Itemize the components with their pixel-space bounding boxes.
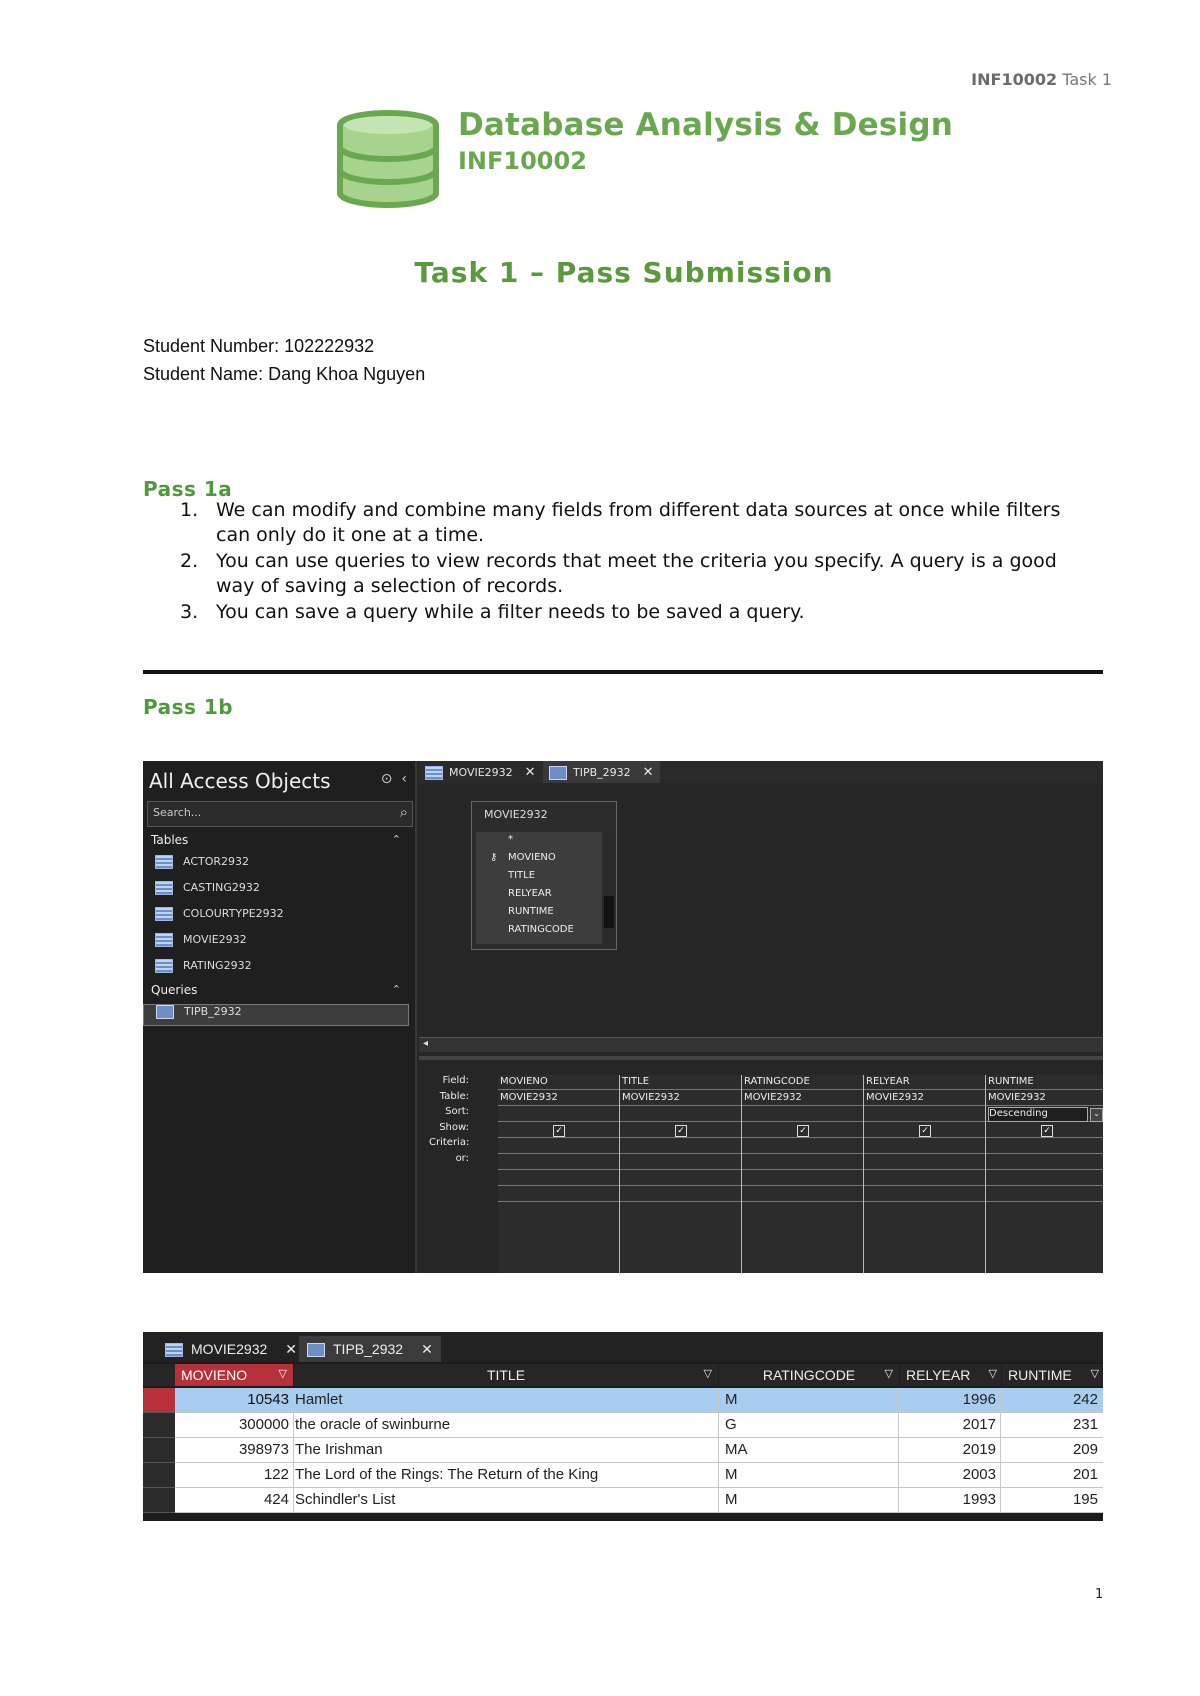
table-icon [425, 766, 443, 780]
database-icon [333, 107, 443, 212]
nav-options-icon[interactable]: ⊙ [380, 771, 393, 787]
nav-item-label: TIPB_2932 [184, 1005, 242, 1018]
table-icon [155, 881, 173, 895]
row-label: Field: [442, 1075, 469, 1086]
grid-table[interactable]: MOVIE2932 [500, 1092, 558, 1103]
query-icon [307, 1343, 325, 1357]
chevron-down-icon[interactable]: ⌄ [1090, 1108, 1103, 1122]
page-title: Task 1 – Pass Submission [414, 256, 834, 289]
filter-dropdown-icon[interactable]: ▽ [278, 1368, 287, 1380]
table-row[interactable] [175, 1463, 1103, 1488]
logo-course-code: INF10002 [458, 147, 587, 175]
task-label: Task 1 [1062, 70, 1112, 89]
list-item: 3. You can save a query while a filter needs to be saved a query. [180, 601, 805, 623]
column-separator [293, 1463, 294, 1487]
grid-table[interactable]: MOVIE2932 [622, 1092, 680, 1103]
cell-title[interactable]: The Lord of the Rings: The Return of the King [295, 1466, 599, 1483]
tab-label: TIPB_2932 [333, 1341, 404, 1357]
design-column-title[interactable] [620, 1075, 742, 1273]
student-name-label: Student Name: [143, 364, 264, 384]
cell-movieno[interactable]: 398973 [238, 1441, 289, 1458]
tab-tipb2932[interactable] [299, 1336, 441, 1362]
column-separator [1000, 1488, 1001, 1512]
chevron-up-icon[interactable]: ⌃ [391, 983, 401, 996]
nav-item-casting[interactable] [155, 881, 260, 903]
column-separator [293, 1438, 294, 1462]
column-header-runtime[interactable]: RUNTIME ▽ [1002, 1364, 1103, 1386]
header-course-code [971, 70, 1112, 89]
cell-title[interactable]: Schindler's List [295, 1491, 396, 1508]
cell-runtime[interactable]: 242 [1072, 1391, 1098, 1408]
cell-ratingcode[interactable]: M [725, 1466, 738, 1483]
column-separator [1000, 1388, 1001, 1412]
nav-group-tables[interactable]: Tables [151, 833, 189, 847]
filter-dropdown-icon[interactable]: ▽ [988, 1368, 997, 1380]
sort-value: Descending [989, 1108, 1048, 1119]
field-list-item[interactable]: RATINGCODE [508, 924, 574, 935]
cell-ratingcode[interactable]: MA [725, 1441, 748, 1458]
query-icon [549, 766, 567, 780]
pass-1b-heading: Pass 1b [143, 695, 234, 719]
page-number: 1 [1095, 1587, 1104, 1602]
document-tabs [419, 761, 1103, 783]
column-header-title[interactable]: TITLE ▽ [294, 1364, 718, 1386]
show-checkbox[interactable]: ✓ [797, 1125, 809, 1137]
table-row[interactable] [175, 1413, 1103, 1438]
cell-movieno[interactable]: 424 [263, 1491, 289, 1508]
table-row[interactable] [175, 1488, 1103, 1513]
filter-dropdown-icon[interactable]: ▽ [1090, 1368, 1099, 1380]
row-label: Show: [439, 1121, 469, 1133]
tab-label: MOVIE2932 [191, 1341, 268, 1357]
field-list-item[interactable]: RELYEAR [508, 888, 552, 899]
cell-movieno[interactable]: 300000 [238, 1416, 289, 1433]
close-icon[interactable]: ✕ [524, 765, 536, 780]
nav-pane-controls [381, 771, 407, 787]
filter-dropdown-icon[interactable]: ▽ [703, 1368, 712, 1380]
cell-ratingcode[interactable]: M [725, 1491, 738, 1508]
student-number-label: Student Number: [143, 336, 280, 356]
design-grid-row-labels [429, 1075, 469, 1168]
row-label: Sort: [445, 1106, 469, 1117]
table-row[interactable] [175, 1438, 1103, 1463]
nav-item-label: ACTOR2932 [183, 855, 250, 868]
student-number-line [143, 336, 374, 357]
column-separator [898, 1438, 899, 1462]
nav-item-label: COLOURTYPE2932 [183, 907, 284, 920]
nav-item-actor[interactable] [155, 855, 249, 877]
field-list-item[interactable]: * [508, 834, 513, 845]
field-list-item[interactable]: RUNTIME [508, 906, 554, 917]
grid-field[interactable]: TITLE [622, 1076, 650, 1087]
table-icon [155, 959, 173, 973]
row-label: Table: [439, 1090, 469, 1102]
column-separator [718, 1463, 719, 1487]
nav-search-input[interactable] [147, 801, 413, 827]
field-list-body [476, 832, 602, 944]
list-item-text: You can save a query while a filter needs to be saved a query. [216, 601, 805, 623]
column-separator [293, 1413, 294, 1437]
column-separator [1000, 1413, 1001, 1437]
table-icon [155, 855, 173, 869]
column-header-relyear[interactable]: RELYEAR ▽ [900, 1364, 1001, 1386]
field-list-item[interactable]: ⚷ MOVIENO [490, 852, 556, 863]
close-icon[interactable]: ✕ [285, 1341, 297, 1357]
student-number: 102222932 [284, 336, 375, 356]
cell-title[interactable]: the oracle of swinburne [295, 1416, 451, 1433]
design-column-relyear[interactable] [864, 1075, 986, 1273]
collapse-chevron-icon[interactable]: ‹ [401, 771, 407, 787]
cell-movieno[interactable]: 122 [263, 1466, 289, 1483]
record-selector[interactable] [143, 1438, 175, 1463]
column-separator [718, 1438, 719, 1462]
tab-label: MOVIE2932 [449, 766, 513, 779]
tab-movie2932[interactable] [419, 761, 542, 783]
record-selector[interactable] [143, 1463, 175, 1488]
primary-key-icon: ⚷ [490, 852, 498, 863]
grid-field[interactable]: RELYEAR [866, 1076, 910, 1087]
column-header-movieno[interactable]: MOVIENO ▽ [175, 1364, 293, 1386]
nav-item-label: CASTING2932 [183, 881, 260, 894]
nav-item-movie[interactable] [155, 933, 247, 955]
tab-movie2932[interactable] [157, 1336, 305, 1362]
navigation-pane [143, 761, 417, 1273]
record-selector[interactable] [143, 1413, 175, 1438]
table-icon [155, 907, 173, 921]
logo-title: Database Analysis & Design [458, 107, 954, 143]
table-row[interactable] [175, 1388, 1103, 1413]
pass-1a-heading: Pass 1a [143, 477, 233, 501]
cell-title[interactable]: Hamlet [295, 1391, 343, 1408]
pane-splitter[interactable] [419, 1056, 1103, 1060]
nav-item-query-tipb[interactable] [143, 1004, 409, 1026]
grid-table[interactable]: MOVIE2932 [744, 1092, 802, 1103]
tab-label: TIPB_2932 [573, 766, 631, 779]
cell-runtime[interactable]: 231 [1072, 1416, 1098, 1433]
design-column-movieno[interactable] [498, 1075, 620, 1273]
scrollbar-thumb[interactable] [604, 896, 614, 928]
nav-pane-title: All Access Objects [149, 769, 331, 793]
cell-ratingcode[interactable]: M [725, 1391, 738, 1408]
nav-item-colourtype[interactable] [155, 907, 284, 929]
record-selector[interactable] [143, 1388, 175, 1413]
cell-title[interactable]: The Irishman [295, 1441, 383, 1458]
show-checkbox[interactable]: ✓ [919, 1125, 931, 1137]
column-separator [718, 1413, 719, 1437]
cell-runtime[interactable]: 195 [1072, 1491, 1098, 1508]
column-separator [1000, 1438, 1001, 1462]
nav-item-label: RATING2932 [183, 959, 252, 972]
query-icon [156, 1005, 174, 1019]
search-icon: ⌕ [399, 803, 408, 821]
query-design-screenshot [143, 761, 1103, 1273]
cell-relyear[interactable]: 1996 [962, 1391, 996, 1408]
list-item-text: We can modify and combine many fields from different data sources at once while filters can only do it one at a time. [216, 499, 1061, 546]
column-separator [898, 1413, 899, 1437]
column-separator [898, 1463, 899, 1487]
cell-relyear[interactable]: 1993 [962, 1491, 996, 1508]
record-selector[interactable] [143, 1488, 175, 1513]
search-placeholder: Search... [153, 806, 202, 819]
list-item-text: You can use queries to view records that meet the criteria you specify. A query is a good way of saving a selection of records. [216, 550, 1057, 597]
tab-tipb2932[interactable] [543, 761, 660, 783]
column-separator [293, 1488, 294, 1512]
grid-table[interactable]: MOVIE2932 [988, 1092, 1046, 1103]
grid-table[interactable]: MOVIE2932 [866, 1092, 924, 1103]
cell-relyear[interactable]: 2017 [962, 1416, 996, 1433]
show-checkbox[interactable]: ✓ [553, 1125, 565, 1137]
scroll-left-icon[interactable]: ◂ [423, 1038, 429, 1049]
field-list-title: MOVIE2932 [484, 808, 548, 821]
column-separator [1000, 1463, 1001, 1487]
section-divider [143, 670, 1103, 674]
grid-field[interactable]: RUNTIME [988, 1076, 1034, 1087]
nav-item-rating[interactable] [155, 959, 252, 981]
column-separator [718, 1388, 719, 1412]
row-label: or: [455, 1152, 469, 1164]
cell-runtime[interactable]: 209 [1072, 1441, 1098, 1458]
course-code: INF10002 [971, 70, 1058, 89]
chevron-up-icon[interactable]: ⌃ [391, 833, 401, 846]
cell-runtime[interactable]: 201 [1072, 1466, 1098, 1483]
field-list-window[interactable] [471, 801, 617, 950]
close-icon[interactable]: ✕ [421, 1341, 433, 1357]
cell-ratingcode[interactable]: G [725, 1416, 737, 1433]
field-list-scrollbar[interactable] [602, 832, 616, 944]
show-checkbox[interactable]: ✓ [1041, 1125, 1053, 1137]
cell-movieno[interactable]: 10543 [247, 1391, 289, 1408]
column-header-ratingcode[interactable]: RATINGCODE ▽ [719, 1364, 899, 1386]
table-icon [165, 1343, 183, 1357]
row-label: Criteria: [429, 1137, 470, 1148]
close-icon[interactable]: ✕ [642, 765, 654, 780]
cell-relyear[interactable]: 2019 [962, 1441, 996, 1458]
table-icon [155, 933, 173, 947]
nav-item-label: MOVIE2932 [183, 933, 247, 946]
field-list-item[interactable]: TITLE [508, 870, 536, 881]
select-all-corner[interactable] [143, 1364, 175, 1386]
query-results-screenshot [143, 1332, 1103, 1521]
horizontal-scrollbar[interactable] [419, 1037, 1103, 1052]
column-separator [718, 1488, 719, 1512]
design-column-runtime[interactable] [986, 1075, 1103, 1273]
query-design-grid [498, 1075, 1103, 1273]
student-name-line [143, 364, 425, 385]
list-item: 1. We can modify and combine many fields from different data sources at once while filters can only do it one at a time. [180, 499, 1061, 546]
filter-dropdown-icon[interactable]: ▽ [884, 1368, 893, 1380]
list-item: 2. You can use queries to view records that meet the criteria you specify. A query is a good way of saving a selection of records. [180, 550, 1057, 597]
nav-group-queries[interactable]: Queries [151, 983, 198, 997]
grid-field[interactable]: MOVIENO [500, 1076, 548, 1087]
column-separator [898, 1388, 899, 1412]
document-tabs [143, 1332, 1103, 1362]
grid-field[interactable]: RATINGCODE [744, 1076, 810, 1087]
cell-relyear[interactable]: 2003 [962, 1466, 996, 1483]
column-separator [898, 1488, 899, 1512]
student-name: Dang Khoa Nguyen [268, 364, 426, 384]
show-checkbox[interactable]: ✓ [675, 1125, 687, 1137]
column-separator [293, 1388, 294, 1412]
design-column-ratingcode[interactable] [742, 1075, 864, 1273]
sort-dropdown[interactable] [988, 1107, 1088, 1122]
pass-1a-list [180, 498, 1080, 626]
